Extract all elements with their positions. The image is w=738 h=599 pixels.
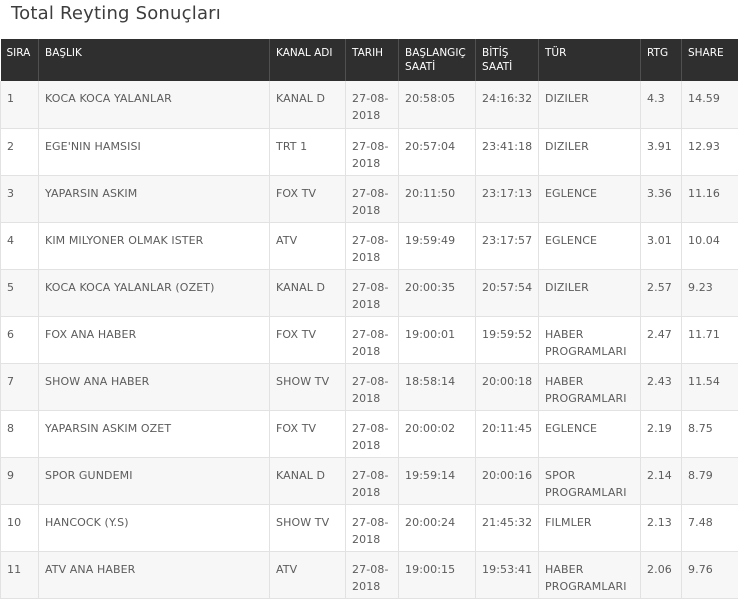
cell-kanal: FOX TV [270, 316, 346, 363]
cell-tur: FILMLER [539, 504, 641, 551]
cell-rtg: 4.3 [641, 81, 682, 128]
cell-sira: 5 [1, 269, 39, 316]
cell-kanal: SHOW TV [270, 504, 346, 551]
column-header-sira[interactable]: SIRA [1, 39, 39, 81]
cell-sira: 7 [1, 363, 39, 410]
cell-bitis: 20:11:45 [476, 410, 539, 457]
cell-bitis: 19:53:41 [476, 551, 539, 598]
cell-sira: 8 [1, 410, 39, 457]
table-row [1, 410, 738, 457]
column-header-tur[interactable]: TÜR [539, 39, 641, 81]
cell-share: 14.59 [682, 81, 738, 128]
cell-baslik: KOCA KOCA YALANLAR [39, 81, 270, 128]
cell-baslangic: 20:57:04 [399, 128, 476, 175]
cell-kanal: KANAL D [270, 269, 346, 316]
table-row [1, 504, 738, 551]
table-row [1, 81, 738, 128]
header-row [1, 39, 738, 81]
cell-baslik: SPOR GUNDEMI [39, 457, 270, 504]
cell-tur: DIZILER [539, 269, 641, 316]
cell-baslangic: 20:00:24 [399, 504, 476, 551]
cell-bitis: 20:57:54 [476, 269, 539, 316]
cell-tarih: 27-08-2018 [346, 222, 399, 269]
table-row [1, 316, 738, 363]
cell-rtg: 2.57 [641, 269, 682, 316]
cell-tarih: 27-08-2018 [346, 551, 399, 598]
cell-tur: SPOR PROGRAMLARI [539, 457, 641, 504]
cell-baslik: FOX ANA HABER [39, 316, 270, 363]
cell-sira: 10 [1, 504, 39, 551]
cell-kanal: FOX TV [270, 175, 346, 222]
cell-kanal: ATV [270, 222, 346, 269]
column-header-baslik[interactable]: BAŞLIK [39, 39, 270, 81]
cell-tur: HABER PROGRAMLARI [539, 551, 641, 598]
cell-bitis: 20:00:16 [476, 457, 539, 504]
cell-baslik: ATV ANA HABER [39, 551, 270, 598]
cell-tarih: 27-08-2018 [346, 457, 399, 504]
cell-share: 8.75 [682, 410, 738, 457]
cell-sira: 2 [1, 128, 39, 175]
cell-tarih: 27-08-2018 [346, 269, 399, 316]
cell-tarih: 27-08-2018 [346, 410, 399, 457]
column-header-baslangic[interactable]: BAŞLANGIÇ SAATİ [399, 39, 476, 81]
cell-tarih: 27-08-2018 [346, 363, 399, 410]
cell-baslangic: 19:59:49 [399, 222, 476, 269]
cell-bitis: 21:45:32 [476, 504, 539, 551]
cell-tarih: 27-08-2018 [346, 316, 399, 363]
column-header-rtg[interactable]: RTG [641, 39, 682, 81]
cell-baslangic: 18:58:14 [399, 363, 476, 410]
cell-share: 11.54 [682, 363, 738, 410]
cell-rtg: 3.01 [641, 222, 682, 269]
cell-share: 11.16 [682, 175, 738, 222]
cell-tur: HABER PROGRAMLARI [539, 363, 641, 410]
cell-rtg: 2.19 [641, 410, 682, 457]
cell-baslik: YAPARSIN ASKIM OZET [39, 410, 270, 457]
cell-baslangic: 19:00:15 [399, 551, 476, 598]
cell-tarih: 27-08-2018 [346, 504, 399, 551]
cell-baslangic: 20:00:02 [399, 410, 476, 457]
table-row [1, 457, 738, 504]
cell-share: 7.48 [682, 504, 738, 551]
cell-kanal: KANAL D [270, 457, 346, 504]
cell-baslangic: 19:00:01 [399, 316, 476, 363]
cell-tur: DIZILER [539, 128, 641, 175]
cell-sira: 3 [1, 175, 39, 222]
cell-baslik: YAPARSIN ASKIM [39, 175, 270, 222]
cell-kanal: ATV [270, 551, 346, 598]
cell-baslangic: 19:59:14 [399, 457, 476, 504]
cell-baslangic: 20:11:50 [399, 175, 476, 222]
cell-tarih: 27-08-2018 [346, 175, 399, 222]
cell-bitis: 23:17:57 [476, 222, 539, 269]
cell-tur: HABER PROGRAMLARI [539, 316, 641, 363]
cell-sira: 9 [1, 457, 39, 504]
cell-rtg: 2.47 [641, 316, 682, 363]
column-header-kanal[interactable]: KANAL ADI [270, 39, 346, 81]
cell-sira: 4 [1, 222, 39, 269]
table-header [1, 39, 738, 81]
cell-bitis: 23:17:13 [476, 175, 539, 222]
column-header-share[interactable]: SHARE [682, 39, 738, 81]
cell-tarih: 27-08-2018 [346, 128, 399, 175]
cell-share: 8.79 [682, 457, 738, 504]
cell-share: 11.71 [682, 316, 738, 363]
cell-rtg: 2.14 [641, 457, 682, 504]
cell-tarih: 27-08-2018 [346, 81, 399, 128]
cell-kanal: SHOW TV [270, 363, 346, 410]
table-row [1, 222, 738, 269]
cell-share: 9.23 [682, 269, 738, 316]
cell-baslik: EGE'NIN HAMSISI [39, 128, 270, 175]
cell-tur: EGLENCE [539, 175, 641, 222]
cell-baslangic: 20:58:05 [399, 81, 476, 128]
cell-share: 12.93 [682, 128, 738, 175]
table-row [1, 269, 738, 316]
cell-kanal: TRT 1 [270, 128, 346, 175]
table-row [1, 175, 738, 222]
cell-share: 10.04 [682, 222, 738, 269]
table-row [1, 128, 738, 175]
cell-sira: 1 [1, 81, 39, 128]
table-body [1, 81, 738, 598]
cell-rtg: 2.13 [641, 504, 682, 551]
cell-bitis: 24:16:32 [476, 81, 539, 128]
cell-bitis: 20:00:18 [476, 363, 539, 410]
cell-baslik: HANCOCK (Y.S) [39, 504, 270, 551]
cell-kanal: FOX TV [270, 410, 346, 457]
cell-bitis: 19:59:52 [476, 316, 539, 363]
cell-rtg: 3.36 [641, 175, 682, 222]
cell-tur: EGLENCE [539, 222, 641, 269]
cell-rtg: 3.91 [641, 128, 682, 175]
table-row [1, 551, 738, 598]
cell-baslik: SHOW ANA HABER [39, 363, 270, 410]
column-header-bitis[interactable]: BİTİŞ SAATİ [476, 39, 539, 81]
ratings-table-container [0, 39, 738, 599]
cell-baslik: KIM MILYONER OLMAK ISTER [39, 222, 270, 269]
ratings-table [0, 39, 738, 599]
page-title: Total Reyting Sonuçları [11, 2, 221, 26]
cell-sira: 11 [1, 551, 39, 598]
column-header-tarih[interactable]: TARIH [346, 39, 399, 81]
cell-rtg: 2.43 [641, 363, 682, 410]
cell-baslik: KOCA KOCA YALANLAR (OZET) [39, 269, 270, 316]
table-row [1, 363, 738, 410]
cell-rtg: 2.06 [641, 551, 682, 598]
cell-tur: DIZILER [539, 81, 641, 128]
cell-sira: 6 [1, 316, 39, 363]
cell-tur: EGLENCE [539, 410, 641, 457]
cell-baslangic: 20:00:35 [399, 269, 476, 316]
cell-bitis: 23:41:18 [476, 128, 539, 175]
cell-share: 9.76 [682, 551, 738, 598]
cell-kanal: KANAL D [270, 81, 346, 128]
